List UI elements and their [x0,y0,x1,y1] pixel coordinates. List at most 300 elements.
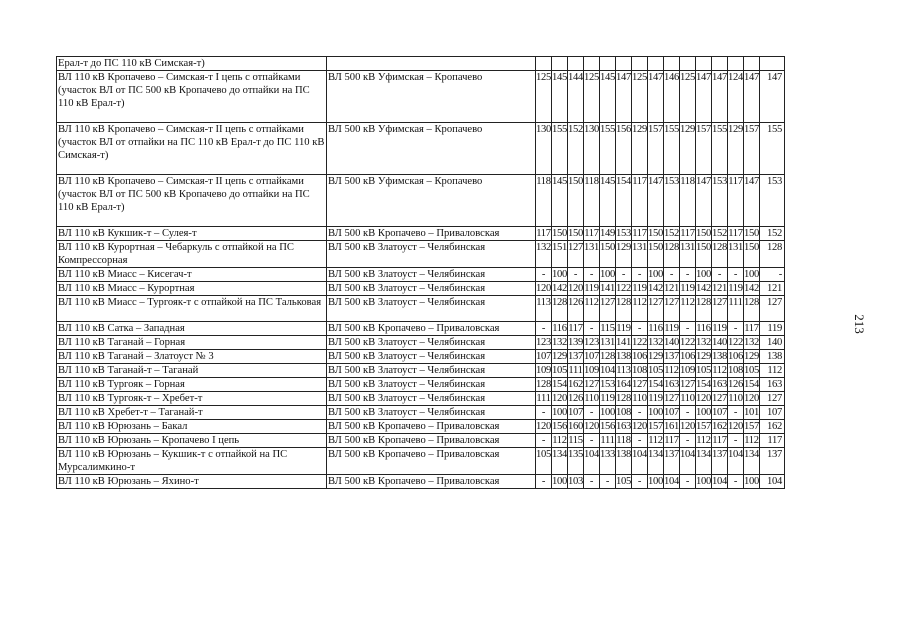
value-cell: 117 [712,435,727,446]
value-cell: 150 [744,241,760,268]
value-cell: 153 [600,379,615,390]
value-cell [728,57,744,71]
value-cell: 154 [696,379,711,390]
value-cell: 132 [744,337,759,348]
value-cell: 147 [696,175,712,227]
outage-cell: ВЛ 500 кВ Златоуст – Челябинская [327,268,536,282]
value-cell: 145 [600,71,616,123]
outage-cell: ВЛ 500 кВ Кропачево – Приваловская [327,420,536,434]
value-cell: 145 [600,175,616,227]
value-cell: - [536,475,552,489]
value-cell: 134 [552,448,568,475]
outage-cell: ВЛ 500 кВ Кропачево – Приваловская [327,227,536,241]
outage-cell: ВЛ 500 кВ Уфимская – Кропачево [327,71,536,123]
value-cell: - [584,434,600,448]
value-cell: 150 [696,228,711,239]
value-cell: 128 [744,296,760,322]
value-cell: - [712,268,728,282]
value-cell: 112 [552,435,567,446]
value-cell: 112 [696,435,711,446]
value-cell: 153 [760,175,785,227]
value-cell: 118 [680,175,696,227]
value-cell: 105 [536,448,552,475]
value-cell: 104 [664,476,679,487]
value-cell: 137 [760,448,785,475]
value-cell [584,57,600,71]
value-cell: 122 [680,337,695,348]
value-cell: 126 [728,379,743,390]
value-cell: - [632,434,648,448]
value-cell: - [760,268,785,282]
value-cell: 163 [616,421,631,432]
value-cell: 101 [744,407,759,418]
line-name-cell: ВЛ 110 кВ Кропачево – Симская-т I цепь с отпайками (участок ВЛ от ПС 500 кВ Кропачево до отпайки на ПС 110 кВ Ерал-т) [57,71,327,123]
line-name-cell: ВЛ 110 кВ Юрюзань – Кропачево I цепь [57,434,327,448]
value-cell: 145 [552,175,568,227]
value-cell: 157 [696,421,711,432]
line-name-cell: ВЛ 110 кВ Курортная – Чебаркуль с отпайкой на ПС Компрессорная [57,241,327,268]
value-cell: - [600,475,616,489]
value-cell: 147 [648,71,664,123]
value-cell: 104 [760,475,785,489]
value-cell: 127 [712,393,727,404]
value-cell: 100 [648,269,663,280]
line-name-cell: ВЛ 110 кВ Сатка – Западная [57,322,327,336]
value-cell: 107 [712,407,727,418]
value-cell: 108 [728,365,743,376]
value-cell: 118 [616,435,631,446]
value-cell: - [680,268,696,282]
value-cell: 112 [744,435,759,446]
value-cell: 112 [760,364,785,378]
value-cell: 155 [664,123,680,175]
value-cell: 150 [552,228,567,239]
value-cell: 147 [696,71,712,123]
line-name-cell: ВЛ 110 кВ Хребет-т – Таганай-т [57,406,327,420]
value-cell: - [728,434,744,448]
value-cell: 123 [536,337,551,348]
value-cell: 112 [584,296,600,322]
value-cell: 112 [648,435,663,446]
value-cell: 116 [648,323,663,334]
line-name-cell: ВЛ 110 кВ Миасс – Курортная [57,282,327,296]
value-cell: 129 [696,351,711,362]
value-cell: 127 [600,296,616,322]
value-cell: 162 [760,420,785,434]
value-cell: 104 [632,448,648,475]
value-cell: - [632,475,648,489]
value-cell: 117 [728,228,743,239]
value-cell: - [584,268,600,282]
value-cell: 120 [696,393,711,404]
value-cell: 127 [648,296,664,322]
table-row [57,123,785,175]
value-cell: 134 [648,448,664,475]
outage-cell: ВЛ 500 кВ Златоуст – Челябинская [327,296,536,322]
value-cell: 120 [728,421,743,432]
value-cell: 149 [600,228,615,239]
value-cell: - [680,434,696,448]
value-cell: 138 [616,351,631,362]
value-cell: 156 [616,123,632,175]
value-cell: 150 [648,241,664,268]
value-cell: 117 [584,228,599,239]
value-cell: 147 [744,71,760,123]
value-cell: 163 [664,379,679,390]
value-cell: 138 [712,351,727,362]
value-cell: 122 [616,283,631,294]
value-cell: 155 [600,123,616,175]
value-cell: 100 [696,407,711,418]
value-cell: 157 [648,123,664,175]
line-name-cell: ВЛ 110 кВ Таганай-т – Таганай [57,364,327,378]
value-cell: 140 [760,336,785,350]
value-cell: 145 [552,71,568,123]
value-cell: 124 [728,71,744,123]
value-cell: 142 [648,283,663,294]
value-cell: 120 [568,283,583,294]
line-name-cell: ВЛ 110 кВ Кропачево – Симская-т II цепь с отпайками (участок ВЛ от ПС 500 кВ Кропачево до отпайки на ПС 110 кВ Ерал-т) [57,175,327,227]
value-cell: 147 [712,71,728,123]
value-cell: 115 [600,323,615,334]
value-cell: - [536,322,552,336]
value-cell: 119 [616,323,631,334]
value-cell: 154 [648,379,663,390]
value-cell: 147 [760,71,785,123]
value-cell: 125 [584,71,600,123]
value-cell: 119 [584,283,599,294]
value-cell: - [728,406,744,420]
line-name-cell: ВЛ 110 кВ Юрюзань – Кукшик-т с отпайкой на ПС Мурсалимкино-т [57,448,327,475]
value-cell: 157 [744,123,760,175]
value-cell: 133 [600,448,616,475]
value-cell: - [680,475,696,489]
value-cell: 135 [568,448,584,475]
value-cell: 150 [600,241,616,268]
value-cell: 129 [648,351,663,362]
value-cell [552,57,568,71]
value-cell: 128 [696,296,712,322]
value-cell: 156 [600,421,615,432]
value-cell: 111 [600,435,615,446]
value-cell: 120 [536,421,551,432]
value-cell: 150 [568,175,584,227]
value-cell: 128 [664,241,680,268]
line-name-cell: ВЛ 110 кВ Тургояк – Горная [57,378,327,392]
value-cell: - [536,434,552,448]
value-cell: 146 [664,71,680,123]
value-cell: 100 [600,407,615,418]
outage-cell: ВЛ 500 кВ Златоуст – Челябинская [327,350,536,364]
value-cell: 144 [568,71,584,123]
value-cell: 162 [712,421,727,432]
table-row [57,406,785,420]
value-cell: 141 [600,283,615,294]
value-cell: 112 [632,296,648,322]
value-cell: 153 [712,175,728,227]
value-cell: 153 [616,228,631,239]
value-cell: - [536,406,552,420]
value-cell: 119 [600,393,615,404]
value-cell: 151 [552,241,568,268]
value-cell: 121 [664,283,679,294]
value-cell: 107 [568,407,583,418]
value-cell: 163 [760,378,785,392]
value-cell: 127 [712,296,728,322]
table-row [57,364,785,378]
value-cell: 128 [712,241,728,268]
table-row [57,350,785,364]
value-cell: 117 [632,175,648,227]
value-cell: - [728,268,744,282]
table-row [57,475,785,489]
outage-cell: ВЛ 500 кВ Златоуст – Челябинская [327,282,536,296]
line-name-cell: ВЛ 110 кВ Миасс – Кисегач-т [57,268,327,282]
value-cell: 106 [728,351,743,362]
outage-cell: ВЛ 500 кВ Златоуст – Челябинская [327,364,536,378]
value-cell: 128 [536,379,551,390]
value-cell: 153 [664,175,680,227]
value-cell: 112 [712,365,727,376]
value-cell: 110 [584,393,599,404]
table-row [57,71,785,123]
value-cell: 109 [680,365,695,376]
line-name-cell: ВЛ 110 кВ Юрюзань – Бакал [57,420,327,434]
value-cell: 134 [696,448,712,475]
value-cell: 111 [536,393,551,404]
value-cell: 105 [696,365,711,376]
outage-cell: ВЛ 500 кВ Кропачево – Приваловская [327,434,536,448]
value-cell: 120 [744,393,759,404]
value-cell: - [728,475,744,489]
value-cell: 100 [648,407,663,418]
line-name-cell: ВЛ 110 кВ Миасс – Тургояк-т с отпайкой на ПС Тальковая [57,296,327,322]
value-cell: 141 [616,337,631,348]
table-row [57,378,785,392]
value-cell: 138 [760,350,785,364]
value-cell: 137 [664,448,680,475]
value-cell: 107 [760,406,785,420]
value-cell: 110 [728,393,743,404]
value-cell: - [680,406,696,420]
table-row [57,175,785,227]
value-cell: - [632,322,648,336]
value-cell: 105 [744,365,759,376]
value-cell: 137 [712,448,728,475]
value-cell: 129 [632,123,648,175]
value-cell: 104 [600,365,615,376]
outage-cell [327,57,536,71]
value-cell: 147 [744,175,760,227]
value-cell: 157 [744,421,759,432]
value-cell: 112 [664,365,679,376]
value-cell: 129 [552,351,567,362]
value-cell: 100 [552,476,567,487]
value-cell: 100 [744,476,759,487]
value-cell: 118 [584,175,600,227]
value-cell: 132 [648,337,663,348]
value-cell: 132 [696,337,711,348]
line-name-cell: ВЛ 110 кВ Кропачево – Симская-т II цепь с отпайками (участок ВЛ от отпайки на ПС 110 кВ Ерал-т до ПС 110 кВ Симская-т) [57,123,327,175]
value-cell: 164 [616,379,631,390]
value-cell: 155 [552,123,568,175]
value-cell: 154 [616,175,632,227]
value-cell: 107 [584,351,599,362]
value-cell: 150 [696,241,712,268]
value-cell: 142 [744,283,759,294]
value-cell: 154 [552,379,567,390]
value-cell: 120 [552,393,567,404]
value-cell: 128 [616,393,631,404]
value-cell: 137 [664,351,679,362]
value-cell: 125 [680,71,696,123]
value-cell: 127 [760,296,785,322]
value-cell: 116 [696,323,711,334]
value-cell [744,57,760,71]
value-cell: 119 [648,393,663,404]
outage-cell: ВЛ 500 кВ Златоуст – Челябинская [327,392,536,406]
value-cell: 140 [664,337,679,348]
table-row [57,322,785,336]
value-cell: 132 [536,241,552,268]
flow-limits-table [56,56,785,489]
value-cell: 103 [568,476,583,487]
table-row [57,241,785,268]
value-cell: 127 [664,296,680,322]
outage-cell: ВЛ 500 кВ Златоуст – Челябинская [327,336,536,350]
value-cell: 119 [632,283,647,294]
table-row [57,392,785,406]
outage-cell: ВЛ 500 кВ Уфимская – Кропачево [327,123,536,175]
value-cell: 117 [632,228,647,239]
value-cell: 105 [552,365,567,376]
value-cell: 150 [568,228,583,239]
value-cell: 129 [680,123,696,175]
table-row [57,448,785,475]
value-cell: 126 [568,296,584,322]
value-cell: 105 [616,476,631,487]
value-cell: 131 [632,241,648,268]
value-cell: 129 [744,351,759,362]
table-row [57,420,785,434]
value-cell: 106 [680,351,695,362]
value-cell: 142 [552,283,567,294]
value-cell: 162 [568,379,583,390]
outage-cell: ВЛ 500 кВ Кропачево – Приваловская [327,475,536,489]
value-cell: 154 [744,379,759,390]
outage-cell: ВЛ 500 кВ Кропачево – Приваловская [327,448,536,475]
value-cell: 125 [632,71,648,123]
value-cell: 131 [680,241,696,268]
value-cell: 152 [664,228,679,239]
value-cell: 120 [680,421,695,432]
value-cell: 142 [696,283,711,294]
value-cell: - [584,475,600,489]
value-cell: 109 [536,365,551,376]
value-cell: 100 [552,269,567,280]
value-cell: 104 [712,476,727,487]
value-cell: 150 [648,228,663,239]
value-cell: - [680,322,696,336]
value-cell: 157 [696,123,712,175]
line-name-cell: ВЛ 110 кВ Тургояк-т – Хребет-т [57,392,327,406]
value-cell: 117 [760,434,785,448]
value-cell [600,57,616,71]
line-name-cell: Ерал-т до ПС 110 кВ Симская-т) [57,57,327,71]
outage-cell: ВЛ 500 кВ Уфимская – Кропачево [327,175,536,227]
value-cell: 112 [680,296,696,322]
value-cell: - [568,268,584,282]
value-cell: 110 [632,393,647,404]
value-cell [648,57,664,71]
value-cell: 116 [552,323,567,334]
value-cell: - [664,268,680,282]
value-cell: - [584,322,600,336]
value-cell: - [584,406,600,420]
table-row [57,434,785,448]
value-cell: 100 [552,407,567,418]
value-cell: 100 [600,269,615,280]
value-cell: 163 [712,379,727,390]
value-cell: 100 [744,269,759,280]
table-row [57,57,785,71]
line-name-cell: ВЛ 110 кВ Таганай – Златоуст № 3 [57,350,327,364]
table-row [57,296,785,322]
outage-cell: ВЛ 500 кВ Златоуст – Челябинская [327,241,536,268]
value-cell: 128 [552,296,568,322]
value-cell [696,57,712,71]
value-cell: 120 [632,421,647,432]
value-cell [664,57,680,71]
value-cell: 119 [664,323,679,334]
value-cell: 127 [584,379,599,390]
value-cell: 157 [648,421,663,432]
value-cell: 127 [680,379,695,390]
value-cell: 131 [584,241,600,268]
value-cell: 128 [616,296,632,322]
value-cell: - [632,406,648,420]
value-cell: 152 [760,227,785,241]
value-cell: 119 [728,283,743,294]
value-cell: 127 [760,392,785,406]
value-cell: 122 [632,337,647,348]
value-cell [680,57,696,71]
value-cell: 160 [568,421,583,432]
value-cell: 117 [536,228,551,239]
value-cell: 117 [680,228,695,239]
value-cell: 129 [728,123,744,175]
value-cell: 110 [680,393,695,404]
value-cell: 109 [584,365,599,376]
line-name-cell: ВЛ 110 кВ Кукшик-т – Сулея-т [57,227,327,241]
value-cell: 115 [568,435,583,446]
value-cell: 131 [728,241,744,268]
value-cell: - [632,268,648,282]
value-cell [760,57,785,71]
value-cell: 134 [744,448,760,475]
value-cell [712,57,728,71]
value-cell: 127 [568,241,584,268]
value-cell: 155 [712,123,728,175]
value-cell: 126 [568,393,583,404]
value-cell: 117 [568,323,583,334]
value-cell: 150 [744,228,759,239]
value-cell: - [616,268,632,282]
value-cell: 122 [728,337,743,348]
value-cell: 100 [696,269,711,280]
value-cell: 155 [760,123,785,175]
outage-cell: ВЛ 500 кВ Златоуст – Челябинская [327,378,536,392]
